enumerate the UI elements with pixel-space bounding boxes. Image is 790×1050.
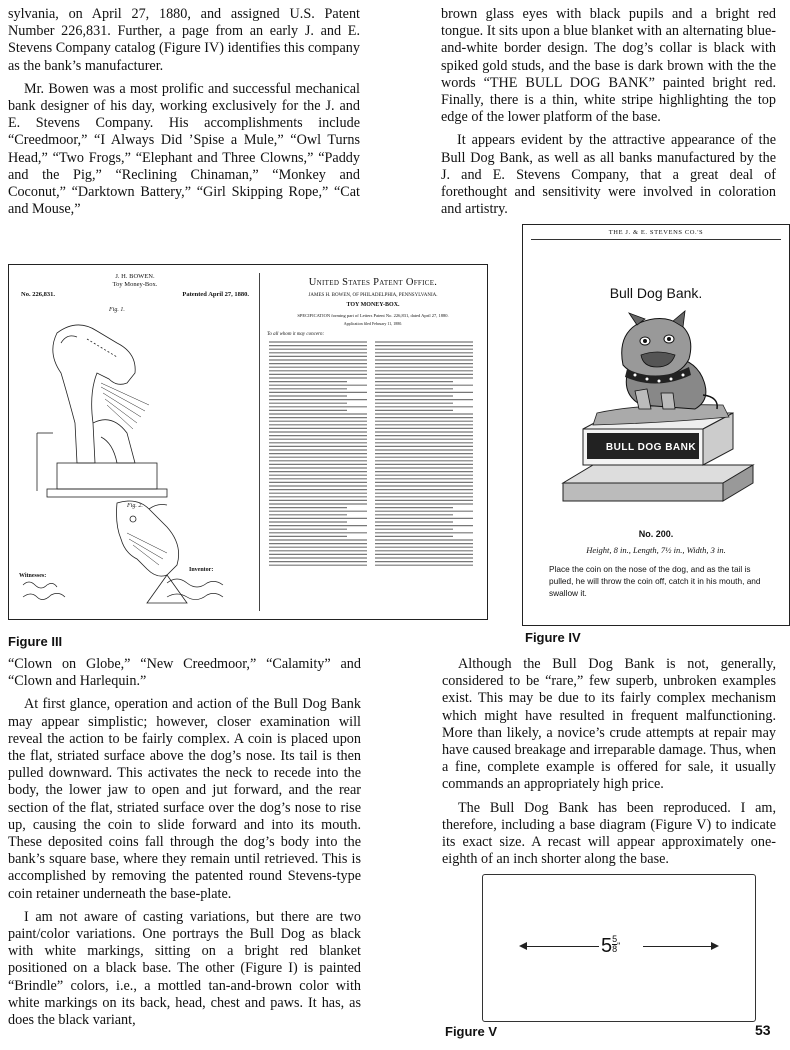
figure-4-catalog: [522, 224, 790, 626]
paragraph: I am not aware of casting variations, but there are two paint/color variations. One portrays the Bull Dog as black with white markings, sitting on a bright red blanket positioned on a black base. The other (Figure I) is painted “Brindle” colors, i.e., a mottled tan-and-brown color with white markings on its back, head, chest and paws. It has, as does the black variant,: [8, 908, 361, 1029]
paragraph: It appears evident by the attractive appearance of the Bull Dog Bank, as well as all banks manufactured by the J. and E. Stevens Company, that a great deal of forethought and sensitivity were involved in coloration and artistry.: [441, 132, 776, 218]
fig1-label: Fig. 1.: [109, 307, 125, 313]
arrow-right-icon: [711, 942, 719, 950]
paragraph: At first glance, operation and action of the Bull Dog Bank may appear simplistic; however, closer examination will reveal the action to be fairly complex. A coin is placed upon the flat, striated surface above the dog’s nose. Its tail is then pulled downward. This activates the neck to recede into the body, the lower jaw to open and jut forward, and the rear section of the flat, striated surface over the dog’s nose to rise up, causing the coin to slide forward and into its mouth. These deposited coins fall through the dog’s body into the bank’s square base, where they remain until retrieved. This is accomplished by removing the patented round Stevens-type coin retainer underneath the base-plate.: [8, 696, 361, 902]
top-right-column: [441, 6, 776, 224]
figure-3-patent: [8, 264, 488, 620]
catalog-base-lettering: BULL DOG BANK: [605, 441, 697, 453]
bottom-right-column: [442, 656, 776, 874]
catalog-number: No. 200.: [638, 529, 674, 539]
paragraph: brown glass eyes with black pupils and a bright red tongue. It sits upon a blue blanket with an alternating blue-and-white border design. The dog’s collar is black with spiked gold studs, and the base is dark brown with the the words “THE BULL DOG BANK” painted bright red. Finally, there is a thin, white stripe highlighting the top edge of the lower platform of the base.: [441, 6, 776, 126]
drawing-inventor-name: J. H. BOWEN.: [115, 273, 155, 280]
bulldog-patent-drawing: [17, 313, 253, 613]
paragraph: Although the Bull Dog Bank is not, generally, considered to be “rare,” few superb, unbroken examples exist. This may be due to its fairly complex mechanism which might have resulted in frequent malfunctioning. More than likely, a novice’s crude attempts at repair may have caused breakage and irreparable damage. Thus, when a fine, complete example is offered for sale, it usually commands an appropriately high price.: [442, 656, 776, 793]
catalog-description: Place the coin on the nose of the dog, and as the tail is pulled, he will throw the coin off, catch it in his mouth, and swallow it.: [549, 564, 761, 598]
signatures: [17, 573, 253, 613]
measure-line-right: [643, 946, 711, 947]
patent-office-title: United States Patent Office.: [308, 277, 438, 288]
drawing-date: Patented April 27, 1880.: [182, 291, 249, 298]
measure-denominator: 8: [612, 944, 618, 954]
top-left-column: [8, 6, 360, 224]
patent-spec: SPECIFICATION forming part of Letters Patent No. 226,831, dated April 27, 1880.: [297, 313, 449, 318]
figure-divider: [259, 273, 260, 611]
measure-label: [601, 933, 643, 959]
figure-4-caption: Figure IV: [525, 630, 581, 645]
catalog-rule: [531, 239, 781, 240]
figure-3-caption: Figure III: [8, 634, 63, 649]
inch-mark: ": [617, 941, 621, 951]
arrow-left-icon: [519, 942, 527, 950]
patent-item: TOY MONEY-BOX.: [346, 302, 400, 308]
patent-text: [267, 273, 479, 611]
figure-5-base-diagram: [482, 874, 756, 1022]
patent-drawing: [17, 273, 253, 611]
measure-line-left: [525, 946, 599, 947]
drawing-number: No. 226,831.: [21, 291, 55, 298]
measure-numerator: 5: [612, 934, 618, 944]
inventor-label: Inventor:: [189, 567, 214, 573]
catalog-header: THE J. & E. STEVENS CO.'S: [608, 229, 704, 236]
patent-body-text-lines: [267, 340, 479, 572]
patent-inventor: JAMES H. BOWEN, OF PHILADELPHIA, PENNSYLVANIA.: [308, 293, 438, 298]
bulldog-bank-illustration: [523, 305, 789, 515]
paragraph: “Clown on Globe,” “New Creedmoor,” “Calamity” and “Clown and Harlequin.”: [8, 656, 361, 690]
paragraph: The Bull Dog Bank has been reproduced. I am, therefore, including a base diagram (Figure V) to indicate its exact size. A recast will appear approximately one-eighth of an inch shorter along the base.: [442, 799, 776, 868]
paragraph: Mr. Bowen was a most prolific and successful mechanical bank designer of his day, working exclusively for the J. and E. Stevens Company. His accomplishments include “Creedmoor,” “I Always Did ’Spise a Mule,” “Owl Turns Head,” “Two Frogs,” “Elephant and Three Clowns,” “Paddy and the Pig,” “Reclining Chinaman,” “Monkey and Coconut,” “Darktown Battery,” “Girl Skipping Rope,” “Cat and Mouse,”: [8, 80, 360, 218]
figure-5-caption: Figure V: [445, 1024, 498, 1039]
patent-greeting: To all whom it may concern:: [267, 332, 325, 337]
page-number: 53: [755, 1022, 771, 1038]
catalog-dimensions: Height, 8 in., Length, 7½ in., Width, 3 in.: [586, 545, 726, 555]
drawing-title: Toy Money-Box.: [112, 281, 158, 288]
patent-application: Application filed February 11, 1880.: [343, 321, 403, 326]
fig2-label: Fig. 2.: [127, 503, 143, 509]
measure-whole: 5: [601, 935, 613, 957]
paragraph: sylvania, on April 27, 1880, and assigned U.S. Patent Number 226,831. Further, a page from an early J. and E. Stevens Company catalog (Figure IV) identifies this company as the bank’s manufacturer.: [8, 6, 360, 74]
bottom-left-column: [8, 656, 361, 1035]
witnesses-label: Witnesses:: [19, 573, 47, 579]
catalog-title: Bull Dog Bank.: [609, 285, 703, 301]
